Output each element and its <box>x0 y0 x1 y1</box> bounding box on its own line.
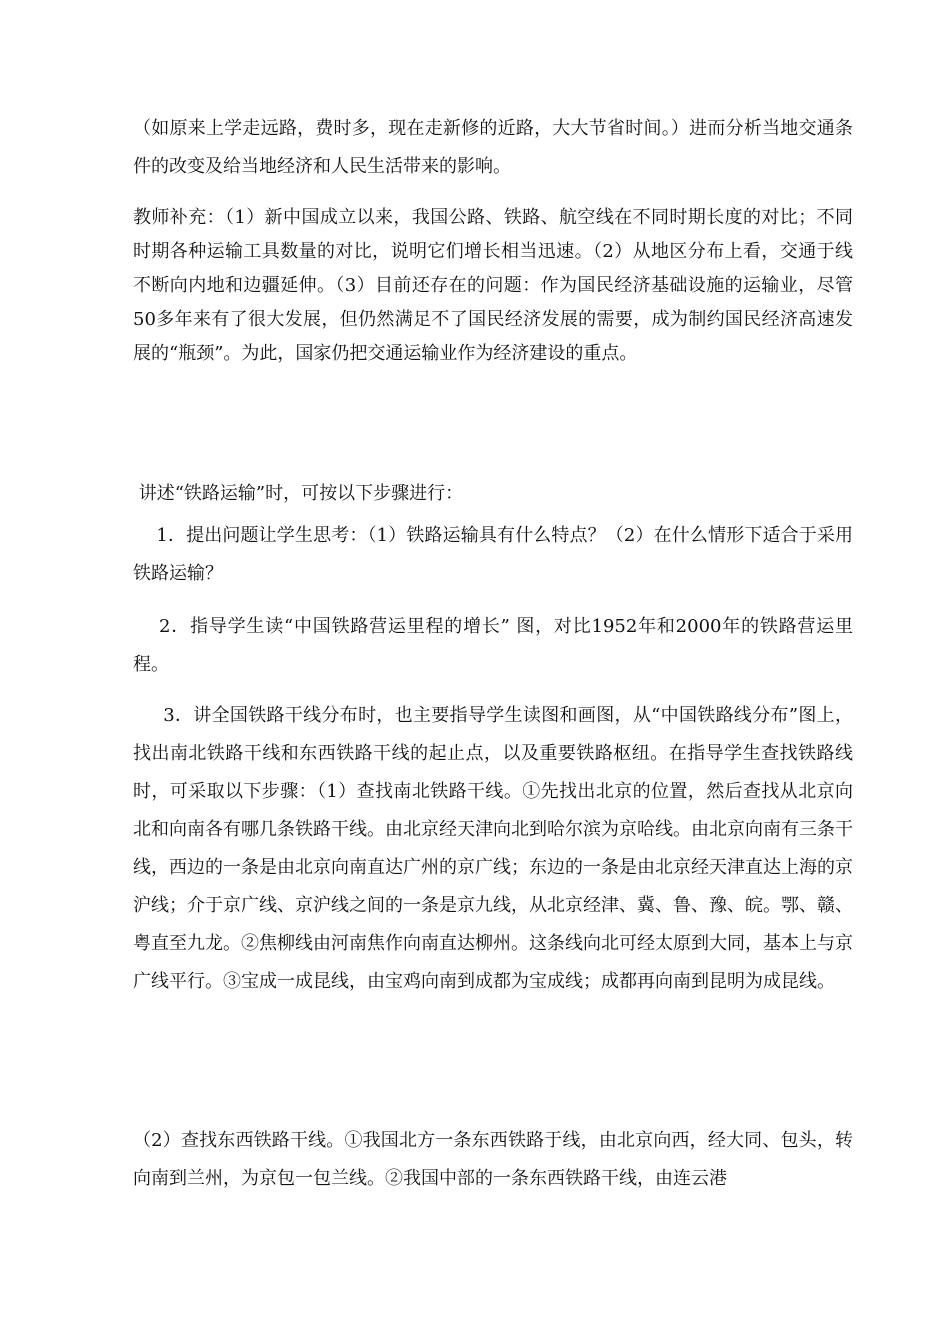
paragraph-text: （2）查找东西铁路干线。①我国北方一条东西铁路于线，由北京向西，经大同、包头，转向南到兰州，为京包一包兰线。②我国中部的一条东西铁路干线，由连云港 <box>133 1130 853 1189</box>
paragraph-step-1 <box>133 517 853 593</box>
paragraph-east-west-lines <box>133 1122 853 1198</box>
paragraph-step-2 <box>133 608 853 684</box>
paragraph-text: 讲述“铁路运输”时，可按以下步骤进行： <box>133 483 464 504</box>
paragraph-text: 教师补充：（1）新中国成立以来，我国公路、铁路、航空线在不同时期长度的对比；不同时期各种运输工具数量的对比，说明它们增长相当迅速。（2）从地区分布上看，交通于线不断向内地和边疆延伸。（3）目前还存在的问题：作为国民经济基础设施的运输业，尽管50多年来有了很大发展，但仍然满足不了国民经济发展的需要，成为制约国民经济高速发展的“瓶颈”。为此，国家仍把交通运输业作为经济建设的重点。 <box>133 207 853 364</box>
paragraph-step-3 <box>133 697 859 1001</box>
paragraph-text: （如原来上学走远路，费时多，现在走新修的近路，大大节省时间。）进而分析当地交通条件的改变及给当地经济和人民生活带来的影响。 <box>133 118 853 177</box>
paragraph-railway-intro <box>133 477 853 511</box>
paragraph-text: 2．指导学生读“中国铁路营运里程的增长” 图，对比1952年和2000年的铁路营运里程。 <box>133 616 853 675</box>
paragraph-teacher-supplement <box>133 201 853 371</box>
paragraph-text: 3．讲全国铁路干线分布时，也主要指导学生读图和画图，从“中国铁路线分布”图上，找出南北铁路干线和东西铁路干线的起止点，以及重要铁路枢纽。在指导学生查找铁路线时，可采取以下步骤：（1）查找南北铁路干线。①先找出北京的位置，然后查找从北京向北和向南各有哪几条铁路干线。由北京经天津向北到哈尔滨为京哈线。由北京向南有三条干线，西边的一条是由北京向南直达广州的京广线；东边的一条是由北京经天津直达上海的京沪线；介于京广线、京沪线之间的一条是京九线，从北京经津、冀、鲁、豫、皖。鄂、赣、粤直至九龙。②焦柳线由河南焦作向南直达柳州。这条线向北可经太原到大同，基本上与京 广线平行。③宝成一成昆线，由宝鸡向南到成都为宝成线；成都再向南到昆明为成昆线。 <box>133 705 859 992</box>
paragraph-local-transport-analysis <box>133 110 853 186</box>
paragraph-text: 1．提出问题让学生思考：（1）铁路运输具有什么特点？（2）在什么情形下适合于采用铁路运输？ <box>133 525 853 584</box>
